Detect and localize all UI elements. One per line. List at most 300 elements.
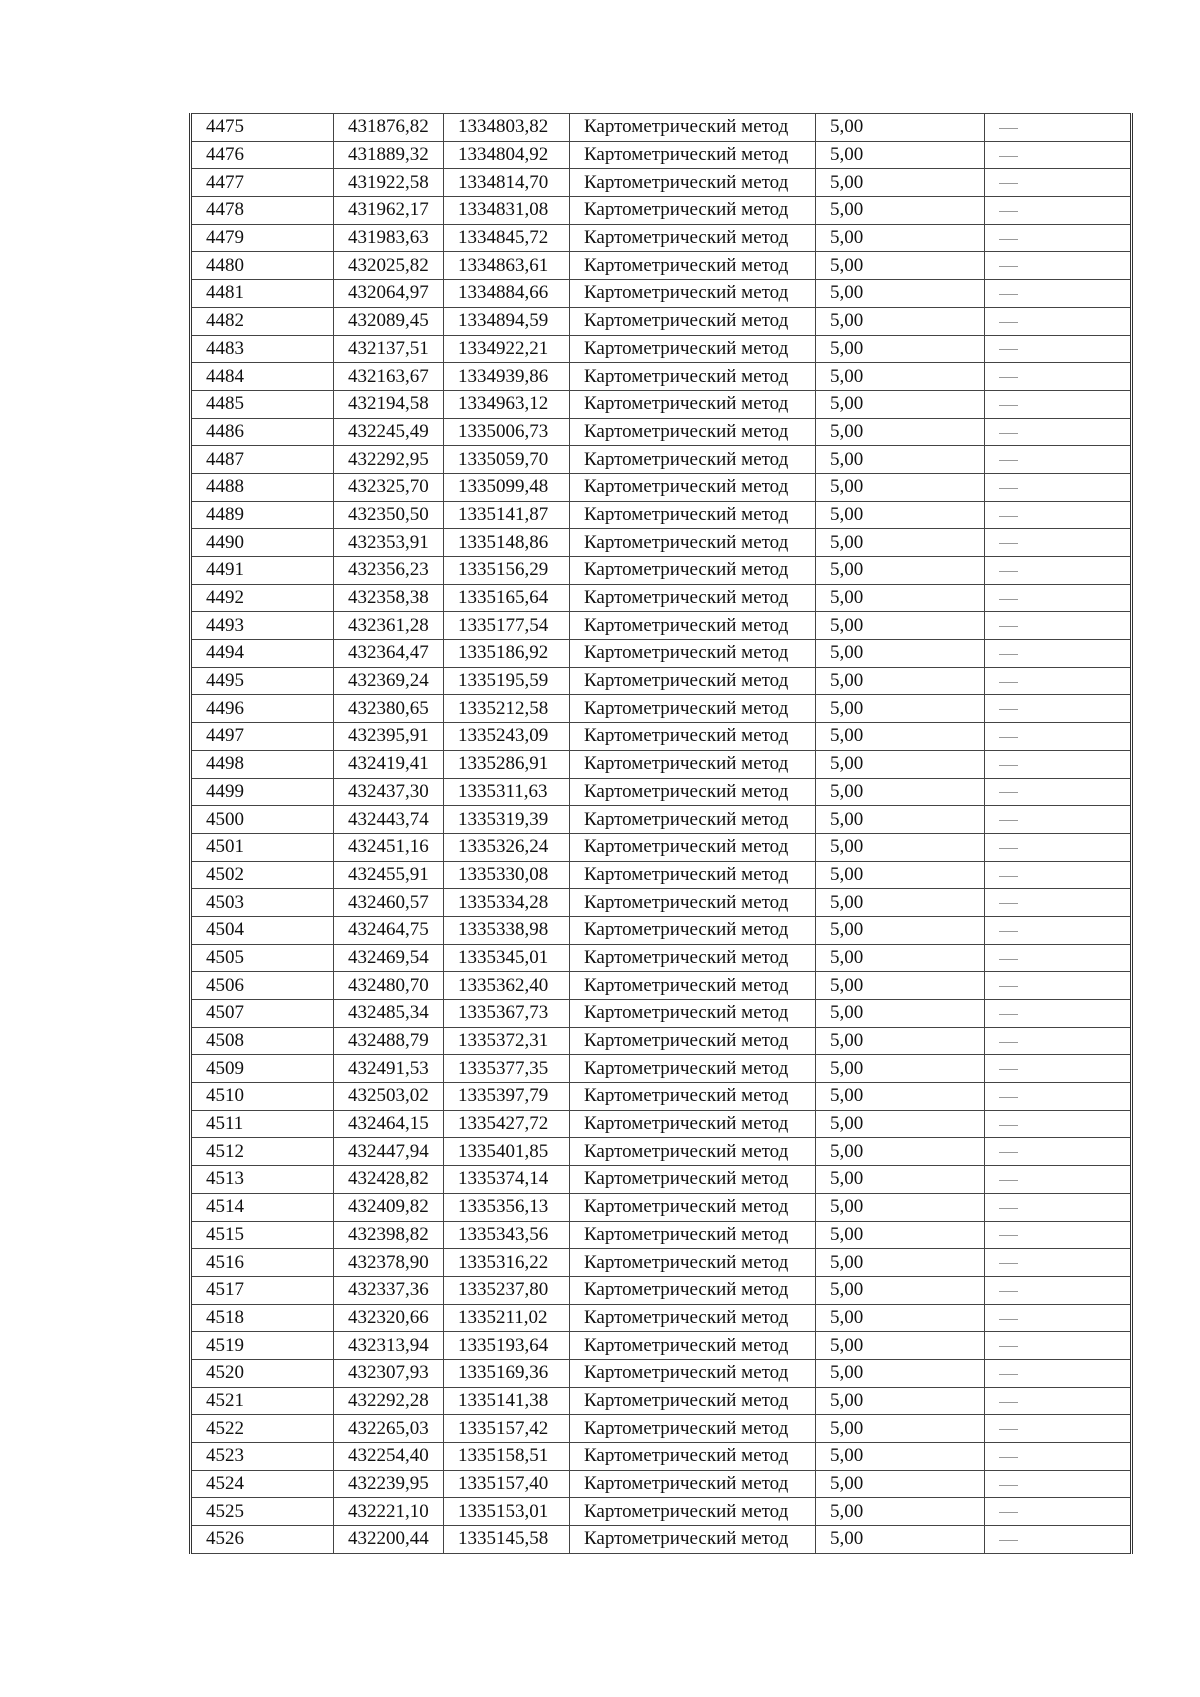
dash-mark [999,322,1018,323]
table-row [191,944,1132,972]
table-row [191,197,1132,225]
point-number-cell: 4488 [191,473,334,501]
table-row [191,1249,1132,1277]
table-row [191,723,1132,751]
note-text [1018,807,1019,808]
method-cell: Картометрический метод [570,1415,816,1443]
point-number-cell: 4490 [191,529,334,557]
method-cell: Картометрический метод [570,501,816,529]
accuracy-cell: 5,00 [816,584,985,612]
table-row [191,224,1132,252]
accuracy-cell: 5,00 [816,1498,985,1526]
dash-mark [999,266,1018,267]
dash-mark [999,599,1018,600]
point-number-cell: 4480 [191,252,334,280]
dash-mark [999,1125,1018,1126]
note-cell [985,750,1132,778]
note-text [1018,1416,1019,1417]
x-coordinate-cell: 432395,91 [334,723,444,751]
point-number-cell: 4491 [191,557,334,585]
note-cell [985,169,1132,197]
x-coordinate-cell: 432350,50 [334,501,444,529]
dash-mark [999,986,1018,987]
x-coordinate-cell: 431876,82 [334,114,444,142]
note-text [1018,447,1019,448]
method-cell: Картометрический метод [570,612,816,640]
method-cell: Картометрический метод [570,224,816,252]
x-coordinate-cell: 432089,45 [334,307,444,335]
x-coordinate-cell: 432254,40 [334,1443,444,1471]
y-coordinate-cell: 1335186,92 [444,640,570,668]
note-cell [985,446,1132,474]
accuracy-cell: 5,00 [816,1166,985,1194]
y-coordinate-cell: 1335343,56 [444,1221,570,1249]
dash-mark [999,682,1018,683]
table-row [191,1083,1132,1111]
x-coordinate-cell: 432460,57 [334,889,444,917]
note-text [1018,170,1019,171]
x-coordinate-cell: 432451,16 [334,833,444,861]
accuracy-cell: 5,00 [816,1332,985,1360]
point-number-cell: 4510 [191,1083,334,1111]
y-coordinate-cell: 1334863,61 [444,252,570,280]
note-cell [985,529,1132,557]
point-number-cell: 4476 [191,141,334,169]
note-text [1018,1333,1019,1334]
x-coordinate-cell: 432455,91 [334,861,444,889]
note-cell [985,861,1132,889]
table-row [191,501,1132,529]
note-cell [985,1415,1132,1443]
note-text [1018,530,1019,531]
y-coordinate-cell: 1335177,54 [444,612,570,640]
table-row [191,612,1132,640]
dash-mark [999,709,1018,710]
y-coordinate-cell: 1335330,08 [444,861,570,889]
table-row [191,529,1132,557]
table-row [191,1193,1132,1221]
y-coordinate-cell: 1334803,82 [444,114,570,142]
note-text [1018,862,1019,863]
point-number-cell: 4519 [191,1332,334,1360]
accuracy-cell: 5,00 [816,806,985,834]
method-cell: Картометрический метод [570,778,816,806]
note-cell [985,1304,1132,1332]
y-coordinate-cell: 1335367,73 [444,1000,570,1028]
accuracy-cell: 5,00 [816,723,985,751]
y-coordinate-cell: 1335153,01 [444,1498,570,1526]
table-row [191,363,1132,391]
x-coordinate-cell: 431889,32 [334,141,444,169]
x-coordinate-cell: 432292,28 [334,1387,444,1415]
note-cell [985,197,1132,225]
note-text [1018,973,1019,974]
dash-mark [999,1152,1018,1153]
point-number-cell: 4503 [191,889,334,917]
y-coordinate-cell: 1335427,72 [444,1110,570,1138]
note-cell [985,584,1132,612]
note-cell [985,473,1132,501]
note-cell [985,640,1132,668]
point-number-cell: 4501 [191,833,334,861]
y-coordinate-cell: 1335193,64 [444,1332,570,1360]
x-coordinate-cell: 432163,67 [334,363,444,391]
dash-mark [999,765,1018,766]
note-text [1018,1028,1019,1029]
note-cell [985,612,1132,640]
method-cell: Картометрический метод [570,1498,816,1526]
accuracy-cell: 5,00 [816,224,985,252]
y-coordinate-cell: 1335319,39 [444,806,570,834]
accuracy-cell: 5,00 [816,916,985,944]
method-cell: Картометрический метод [570,861,816,889]
method-cell: Картометрический метод [570,723,816,751]
note-cell [985,889,1132,917]
y-coordinate-cell: 1335334,28 [444,889,570,917]
y-coordinate-cell: 1334894,59 [444,307,570,335]
table-row [191,141,1132,169]
point-number-cell: 4504 [191,916,334,944]
note-cell [985,667,1132,695]
y-coordinate-cell: 1335169,36 [444,1359,570,1387]
note-cell [985,280,1132,308]
table-row [191,557,1132,585]
note-cell [985,114,1132,142]
y-coordinate-cell: 1335356,13 [444,1193,570,1221]
note-cell [985,224,1132,252]
note-text [1018,1111,1019,1112]
point-number-cell: 4494 [191,640,334,668]
point-number-cell: 4505 [191,944,334,972]
method-cell: Картометрический метод [570,335,816,363]
note-cell [985,1110,1132,1138]
note-cell [985,1055,1132,1083]
y-coordinate-cell: 1334814,70 [444,169,570,197]
y-coordinate-cell: 1335157,40 [444,1470,570,1498]
accuracy-cell: 5,00 [816,169,985,197]
point-number-cell: 4492 [191,584,334,612]
note-text [1018,336,1019,337]
accuracy-cell: 5,00 [816,972,985,1000]
accuracy-cell: 5,00 [816,1470,985,1498]
point-number-cell: 4495 [191,667,334,695]
method-cell: Картометрический метод [570,1166,816,1194]
point-number-cell: 4517 [191,1276,334,1304]
table-row [191,335,1132,363]
accuracy-cell: 5,00 [816,1027,985,1055]
note-cell [985,723,1132,751]
dash-mark [999,543,1018,544]
accuracy-cell: 5,00 [816,861,985,889]
y-coordinate-cell: 1335156,29 [444,557,570,585]
table-row [191,861,1132,889]
y-coordinate-cell: 1335145,58 [444,1526,570,1554]
method-cell: Картометрический метод [570,280,816,308]
method-cell: Картометрический метод [570,114,816,142]
note-cell [985,1526,1132,1554]
table-row [191,750,1132,778]
x-coordinate-cell: 431983,63 [334,224,444,252]
dash-mark [999,1485,1018,1486]
table-row [191,418,1132,446]
point-number-cell: 4493 [191,612,334,640]
note-text [1018,1222,1019,1223]
x-coordinate-cell: 432356,23 [334,557,444,585]
method-cell: Картометрический метод [570,667,816,695]
point-number-cell: 4477 [191,169,334,197]
method-cell: Картометрический метод [570,1359,816,1387]
method-cell: Картометрический метод [570,1470,816,1498]
method-cell: Картометрический метод [570,972,816,1000]
note-cell [985,363,1132,391]
table-row [191,1526,1132,1554]
x-coordinate-cell: 432378,90 [334,1249,444,1277]
note-text [1018,834,1019,835]
note-text [1018,225,1019,226]
table-row [191,473,1132,501]
note-cell [985,1193,1132,1221]
table-row [191,1332,1132,1360]
note-text [1018,308,1019,309]
point-number-cell: 4502 [191,861,334,889]
y-coordinate-cell: 1335195,59 [444,667,570,695]
method-cell: Картометрический метод [570,197,816,225]
y-coordinate-cell: 1335362,40 [444,972,570,1000]
accuracy-cell: 5,00 [816,141,985,169]
method-cell: Картометрический метод [570,750,816,778]
point-number-cell: 4520 [191,1359,334,1387]
x-coordinate-cell: 432320,66 [334,1304,444,1332]
note-cell [985,1083,1132,1111]
y-coordinate-cell: 1335401,85 [444,1138,570,1166]
note-cell [985,1000,1132,1028]
dash-mark [999,1014,1018,1015]
accuracy-cell: 5,00 [816,1110,985,1138]
dash-mark [999,737,1018,738]
note-cell [985,1332,1132,1360]
note-text [1018,364,1019,365]
method-cell: Картометрический метод [570,307,816,335]
method-cell: Картометрический метод [570,1276,816,1304]
accuracy-cell: 5,00 [816,612,985,640]
accuracy-cell: 5,00 [816,473,985,501]
method-cell: Картометрический метод [570,446,816,474]
dash-mark [999,1540,1018,1541]
method-cell: Картометрический метод [570,1083,816,1111]
y-coordinate-cell: 1334939,86 [444,363,570,391]
dash-mark [999,1180,1018,1181]
dash-mark [999,488,1018,489]
note-text [1018,696,1019,697]
point-number-cell: 4484 [191,363,334,391]
accuracy-cell: 5,00 [816,1387,985,1415]
method-cell: Картометрический метод [570,889,816,917]
note-text [1018,253,1019,254]
point-number-cell: 4518 [191,1304,334,1332]
method-cell: Картометрический метод [570,1027,816,1055]
method-cell: Картометрический метод [570,944,816,972]
point-number-cell: 4525 [191,1498,334,1526]
note-text [1018,640,1019,641]
note-text [1018,917,1019,918]
table-row [191,640,1132,668]
point-number-cell: 4512 [191,1138,334,1166]
x-coordinate-cell: 432443,74 [334,806,444,834]
x-coordinate-cell: 432361,28 [334,612,444,640]
y-coordinate-cell: 1334922,21 [444,335,570,363]
x-coordinate-cell: 432437,30 [334,778,444,806]
note-text [1018,474,1019,475]
method-cell: Картометрический метод [570,363,816,391]
dash-mark [999,1402,1018,1403]
x-coordinate-cell: 432064,97 [334,280,444,308]
point-number-cell: 4498 [191,750,334,778]
point-number-cell: 4507 [191,1000,334,1028]
y-coordinate-cell: 1335397,79 [444,1083,570,1111]
note-text [1018,613,1019,614]
x-coordinate-cell: 432480,70 [334,972,444,1000]
method-cell: Картометрический метод [570,141,816,169]
table-row [191,307,1132,335]
x-coordinate-cell: 432337,36 [334,1276,444,1304]
note-cell [985,418,1132,446]
method-cell: Картометрический метод [570,1138,816,1166]
table-row [191,114,1132,142]
x-coordinate-cell: 432313,94 [334,1332,444,1360]
point-number-cell: 4499 [191,778,334,806]
accuracy-cell: 5,00 [816,1276,985,1304]
point-number-cell: 4521 [191,1387,334,1415]
point-number-cell: 4524 [191,1470,334,1498]
point-number-cell: 4508 [191,1027,334,1055]
method-cell: Картометрический метод [570,1221,816,1249]
method-cell: Картометрический метод [570,640,816,668]
dash-mark [999,1429,1018,1430]
dash-mark [999,1374,1018,1375]
x-coordinate-cell: 432428,82 [334,1166,444,1194]
note-cell [985,1276,1132,1304]
table-row [191,695,1132,723]
point-number-cell: 4489 [191,501,334,529]
x-coordinate-cell: 432325,70 [334,473,444,501]
x-coordinate-cell: 432221,10 [334,1498,444,1526]
y-coordinate-cell: 1335158,51 [444,1443,570,1471]
note-cell [985,335,1132,363]
table-row [191,1027,1132,1055]
point-number-cell: 4487 [191,446,334,474]
accuracy-cell: 5,00 [816,1221,985,1249]
note-text [1018,280,1019,281]
dash-mark [999,128,1018,129]
point-number-cell: 4500 [191,806,334,834]
table-row [191,390,1132,418]
accuracy-cell: 5,00 [816,252,985,280]
x-coordinate-cell: 432398,82 [334,1221,444,1249]
dash-mark [999,156,1018,157]
x-coordinate-cell: 432200,44 [334,1526,444,1554]
x-coordinate-cell: 432364,47 [334,640,444,668]
note-text [1018,751,1019,752]
table-row [191,916,1132,944]
point-number-cell: 4479 [191,224,334,252]
y-coordinate-cell: 1335157,42 [444,1415,570,1443]
accuracy-cell: 5,00 [816,418,985,446]
point-number-cell: 4506 [191,972,334,1000]
y-coordinate-cell: 1334963,12 [444,390,570,418]
method-cell: Картометрический метод [570,916,816,944]
dash-mark [999,903,1018,904]
method-cell: Картометрический метод [570,473,816,501]
y-coordinate-cell: 1335316,22 [444,1249,570,1277]
accuracy-cell: 5,00 [816,778,985,806]
note-text [1018,1471,1019,1472]
dash-mark [999,1097,1018,1098]
y-coordinate-cell: 1335311,63 [444,778,570,806]
note-text [1018,502,1019,503]
note-cell [985,1359,1132,1387]
table-row [191,584,1132,612]
table-row [191,1387,1132,1415]
note-cell [985,501,1132,529]
dash-mark [999,377,1018,378]
note-cell [985,1249,1132,1277]
accuracy-cell: 5,00 [816,335,985,363]
dash-mark [999,1235,1018,1236]
x-coordinate-cell: 432464,15 [334,1110,444,1138]
accuracy-cell: 5,00 [816,280,985,308]
table-row [191,972,1132,1000]
table-row [191,280,1132,308]
dash-mark [999,211,1018,212]
table-row [191,1359,1132,1387]
method-cell: Картометрический метод [570,418,816,446]
accuracy-cell: 5,00 [816,1055,985,1083]
note-cell [985,1498,1132,1526]
point-number-cell: 4483 [191,335,334,363]
point-number-cell: 4482 [191,307,334,335]
dash-mark [999,848,1018,849]
note-cell [985,557,1132,585]
note-text [1018,723,1019,724]
table-row [191,1443,1132,1471]
dash-mark [999,1069,1018,1070]
table-row [191,667,1132,695]
x-coordinate-cell: 432503,02 [334,1083,444,1111]
x-coordinate-cell: 432488,79 [334,1027,444,1055]
dash-mark [999,405,1018,406]
point-number-cell: 4481 [191,280,334,308]
dash-mark [999,349,1018,350]
point-number-cell: 4522 [191,1415,334,1443]
dash-mark [999,433,1018,434]
y-coordinate-cell: 1335141,87 [444,501,570,529]
method-cell: Картометрический метод [570,1000,816,1028]
x-coordinate-cell: 432265,03 [334,1415,444,1443]
dash-mark [999,1346,1018,1347]
x-coordinate-cell: 432380,65 [334,695,444,723]
note-cell [985,1138,1132,1166]
method-cell: Картометрический метод [570,584,816,612]
x-coordinate-cell: 432194,58 [334,390,444,418]
dash-mark [999,239,1018,240]
x-coordinate-cell: 432447,94 [334,1138,444,1166]
y-coordinate-cell: 1335326,24 [444,833,570,861]
dash-mark [999,1263,1018,1264]
x-coordinate-cell: 432292,95 [334,446,444,474]
x-coordinate-cell: 432485,34 [334,1000,444,1028]
note-cell [985,1387,1132,1415]
table-row [191,1304,1132,1332]
